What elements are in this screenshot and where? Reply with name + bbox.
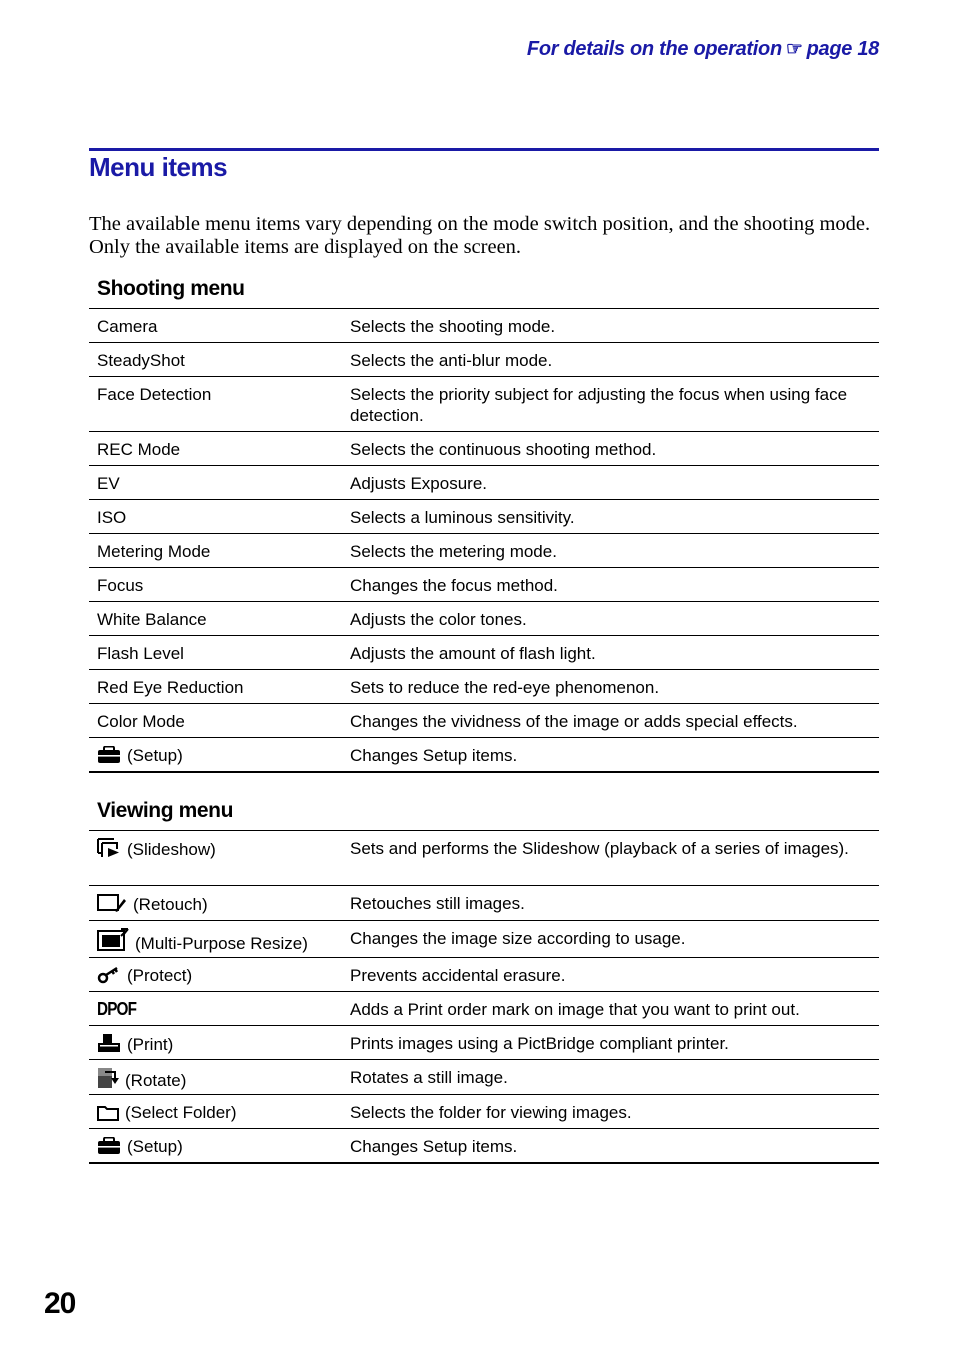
menu-item-cell [89,886,342,921]
viewing-menu-heading: Viewing menu [97,799,234,822]
shooting-menu-table [89,308,879,773]
table-row [89,636,879,670]
page-number: 20 [44,1287,76,1320]
menu-item-cell [89,1129,342,1163]
menu-description-cell [342,992,879,1026]
menu-item-description: Prints images using a PictBridge compliant printer. [350,1034,729,1053]
menu-item-description: Changes the focus method. [350,576,558,595]
menu-item-label: (Print) [127,1035,174,1054]
menu-item-cell [89,432,342,466]
shooting-menu-heading: Shooting menu [97,277,245,300]
menu-item-cell [89,466,342,500]
menu-item-label: Color Mode [97,712,185,731]
menu-item-label: (Retouch) [133,895,208,914]
menu-description-cell [342,886,879,921]
menu-item-label: (Setup) [127,1137,183,1156]
menu-description-cell [342,958,879,992]
menu-item-description: Adjusts the color tones. [350,610,527,629]
menu-item-cell [89,992,342,1026]
table-row [89,534,879,568]
table-row [89,831,879,886]
menu-item-label: (Rotate) [125,1071,187,1090]
reference-text: For details on the operation [526,38,782,60]
menu-item-cell [89,1060,342,1095]
menu-item-description: Adjusts the amount of flash light. [350,644,596,663]
table-row [89,738,879,772]
table-row [89,670,879,704]
menu-item-description: Changes Setup items. [350,1137,518,1156]
table-row [89,1095,879,1129]
menu-item-cell [89,309,342,343]
menu-item-label: ISO [97,508,127,527]
menu-item-cell [89,343,342,377]
menu-description-cell [342,921,879,958]
table-row [89,886,879,921]
menu-item-label: (Setup) [127,746,183,765]
table-row [89,921,879,958]
menu-item-cell [89,500,342,534]
menu-item-label: Focus [97,576,144,595]
menu-description-cell [342,432,879,466]
menu-description-cell [342,309,879,343]
menu-item-description: Retouches still images. [350,894,525,913]
menu-item-label: (Select Folder) [125,1103,237,1122]
intro-paragraph: The available menu items vary depending on the mode switch position, and the shooting mode. Only the available items are displayed on the screen. [89,213,871,258]
menu-item-label: (Protect) [127,966,193,985]
menu-item-label: Metering Mode [97,542,211,561]
table-row [89,602,879,636]
menu-item-label: Camera [97,317,158,336]
table-row [89,343,879,377]
dpof-icon: DPOF [97,999,137,1019]
operation-reference-link[interactable] [527,38,879,61]
table-row [89,1129,879,1163]
table-row [89,1060,879,1095]
menu-item-description: Selects the anti-blur mode. [350,351,553,370]
table-row [89,500,879,534]
menu-item-description: Changes the image size according to usage. [350,929,686,948]
menu-item-label: EV [97,474,120,493]
print-icon [97,1033,121,1058]
table-row [89,377,879,432]
menu-description-cell [342,1095,879,1129]
menu-item-label: Flash Level [97,644,184,663]
menu-item-cell [89,377,342,432]
menu-item-label: (Slideshow) [127,840,216,859]
menu-item-description: Selects a luminous sensitivity. [350,508,575,527]
section-rule [89,148,879,151]
menu-item-cell [89,602,342,636]
menu-item-cell [89,534,342,568]
table-row [89,704,879,738]
menu-item-label: Red Eye Reduction [97,678,244,697]
table-row [89,1026,879,1060]
menu-item-cell [89,1095,342,1129]
menu-item-description: Selects the continuous shooting method. [350,440,657,459]
menu-item-description: Selects the priority subject for adjusting the focus when using face detection. [350,385,848,425]
menu-item-cell [89,636,342,670]
reference-page: page 18 [806,38,879,60]
menu-item-cell [89,670,342,704]
folder-icon [97,1103,119,1126]
menu-description-cell [342,831,879,886]
menu-item-description: Changes Setup items. [350,746,518,765]
setup-icon [97,1137,121,1160]
resize-icon [97,928,129,957]
menu-item-description: Sets and performs the Slideshow (playback of a series of images). [350,839,849,858]
protect-key-icon [97,966,121,989]
menu-description-cell [342,343,879,377]
menu-description-cell [342,377,879,432]
viewing-menu-table [89,830,879,1164]
menu-item-label: Face Detection [97,385,212,404]
setup-icon [97,746,121,769]
menu-description-cell [342,534,879,568]
menu-description-cell [342,602,879,636]
menu-item-description: Adds a Print order mark on image that you want to print out. [350,1000,800,1019]
rotate-icon [97,1067,119,1094]
menu-item-cell [89,921,342,958]
menu-item-label: White Balance [97,610,207,629]
menu-description-cell [342,568,879,602]
menu-item-cell [89,738,342,772]
menu-item-cell [89,704,342,738]
menu-item-cell [89,1026,342,1060]
menu-item-label: REC Mode [97,440,181,459]
menu-description-cell [342,704,879,738]
menu-item-description: Selects the folder for viewing images. [350,1103,632,1122]
menu-description-cell [342,500,879,534]
menu-item-description: Adjusts Exposure. [350,474,488,493]
menu-item-description: Prevents accidental erasure. [350,966,566,985]
menu-item-label: (Multi-Purpose Resize) [135,934,308,953]
menu-description-cell [342,1026,879,1060]
menu-description-cell [342,1129,879,1163]
pointing-hand-icon: ☞ [785,39,803,60]
menu-item-description: Rotates a still image. [350,1068,508,1087]
menu-description-cell [342,1060,879,1095]
table-row [89,992,879,1026]
slideshow-icon [97,838,121,863]
menu-description-cell [342,636,879,670]
table-row [89,568,879,602]
menu-item-label: SteadyShot [97,351,185,370]
retouch-icon [97,893,127,918]
menu-item-cell [89,568,342,602]
page-title: Menu items [89,152,228,182]
table-row [89,466,879,500]
menu-item-description: Changes the vividness of the image or adds special effects. [350,712,798,731]
menu-description-cell [342,466,879,500]
table-row [89,432,879,466]
menu-item-description: Sets to reduce the red-eye phenomenon. [350,678,660,697]
menu-item-description: Selects the metering mode. [350,542,557,561]
menu-item-cell [89,831,342,886]
menu-description-cell [342,738,879,772]
table-row [89,309,879,343]
table-row [89,958,879,992]
menu-item-cell [89,958,342,992]
menu-item-description: Selects the shooting mode. [350,317,556,336]
menu-description-cell [342,670,879,704]
